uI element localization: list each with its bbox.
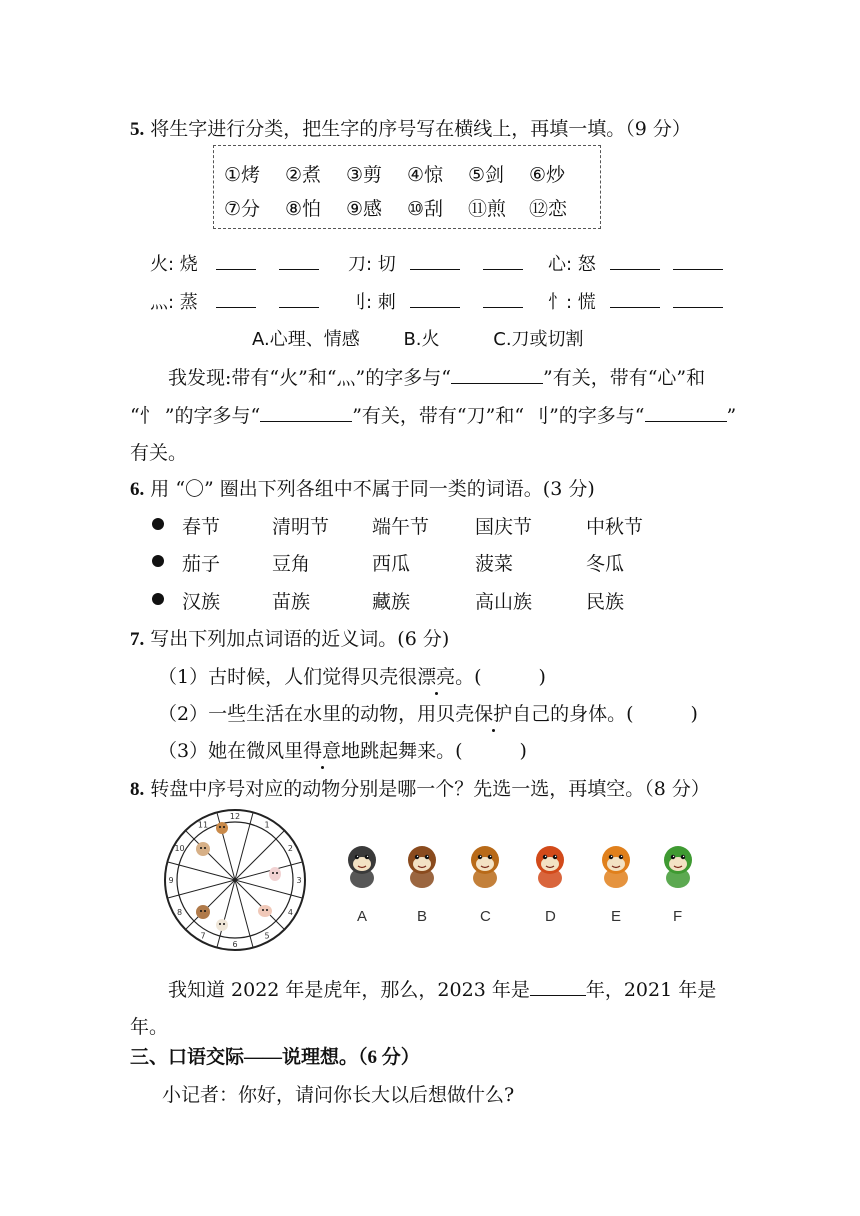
word-item[interactable]: 国庆节 — [475, 516, 533, 538]
char-item: ⑧怕 — [285, 198, 322, 220]
word-item[interactable]: 中秋节 — [586, 516, 644, 538]
q8-title: 转盘中序号对应的动物分别是哪一个？先选一选，再填空。（8 分） — [150, 778, 710, 800]
wheel-number: 7 — [200, 931, 206, 941]
word-item[interactable]: 民族 — [586, 591, 625, 613]
answer-blank[interactable] — [530, 977, 586, 996]
bullet-icon — [152, 593, 164, 605]
bullet-icon — [152, 518, 164, 530]
answer-blank[interactable] — [279, 251, 319, 270]
q8-fill-line — [168, 975, 716, 1002]
answer-blank[interactable] — [451, 365, 543, 384]
answer-blank[interactable] — [673, 251, 723, 270]
reporter-line: 小记者：你好，请问你长大以后想做什么? — [162, 1084, 515, 1106]
wheel-pig-icon — [258, 905, 272, 917]
radical-heart: 心: 怒 — [548, 254, 596, 275]
q6-heading — [130, 474, 595, 501]
radical-heart-side: 忄: 慌 — [548, 292, 596, 313]
q7-sentence-1 — [158, 662, 546, 689]
dog-icon[interactable] — [463, 842, 507, 890]
word-item[interactable]: 藏族 — [372, 591, 411, 613]
discover-line-1 — [168, 363, 705, 390]
answer-blank[interactable] — [645, 403, 727, 422]
word-item[interactable]: 清明节 — [272, 516, 330, 538]
char-row-2 — [224, 194, 590, 221]
wheel-number: 12 — [229, 812, 241, 821]
wheel-number: 10 — [174, 844, 185, 853]
radical-row-1-heart — [548, 250, 723, 276]
answer-parentheses[interactable]: 。( ) — [455, 666, 546, 688]
radical-row-2-heart — [548, 288, 723, 314]
char-item: ②煮 — [285, 164, 322, 186]
word-item[interactable]: 高山族 — [475, 591, 533, 613]
word-item[interactable]: 汉族 — [182, 591, 221, 613]
answer-blank[interactable] — [483, 251, 523, 270]
q6-title: 用 “〇” 圈出下列各组中不属于同一类的词语。(3 分) — [150, 478, 595, 500]
char-item: ⑪煎 — [468, 198, 507, 220]
answer-blank[interactable] — [673, 289, 723, 308]
option-c: C.刀或切割 — [493, 329, 584, 350]
bullet-icon — [152, 555, 164, 567]
dotted-word: 漂亮 — [417, 662, 455, 689]
animal-label: C — [480, 908, 491, 925]
answer-parentheses[interactable]: 地跳起舞来。( ) — [341, 740, 527, 762]
animal-label: D — [545, 908, 556, 925]
radical-fire: 火: 烧 — [150, 254, 198, 275]
radical-row-1-knife — [348, 250, 523, 276]
wheel-sheep-icon — [216, 919, 228, 931]
dragon-icon[interactable] — [656, 842, 700, 890]
radical-row-2-knife — [348, 288, 523, 314]
word-group-2 — [152, 549, 712, 579]
option-b: B.火 — [403, 329, 440, 350]
wheel-number: 3 — [296, 876, 302, 885]
wheel-number: 2 — [287, 844, 293, 853]
sentence-text: （3）她在微风里 — [158, 740, 304, 762]
char-item: ①烤 — [224, 164, 261, 186]
ox-icon[interactable] — [400, 842, 444, 890]
answer-parentheses[interactable]: 自己的身体。( ) — [512, 703, 698, 725]
animal-label: B — [417, 908, 428, 925]
dotted-word: 得意 — [303, 736, 341, 763]
char-item: ④惊 — [407, 164, 444, 186]
wheel-number: 4 — [287, 908, 293, 917]
answer-blank[interactable] — [260, 403, 352, 422]
char-item: ⑨感 — [346, 198, 383, 220]
answer-blank[interactable] — [610, 251, 660, 270]
discover-text: ” — [726, 405, 737, 427]
word-item[interactable]: 端午节 — [372, 516, 430, 538]
q7-sentence-2 — [158, 699, 698, 726]
answer-blank[interactable] — [483, 289, 523, 308]
wheel-rat-icon — [196, 842, 210, 856]
wheel-number: 9 — [168, 876, 174, 885]
options-row — [252, 325, 584, 351]
char-item: ③剪 — [346, 164, 383, 186]
char-item: ⑦分 — [224, 198, 261, 220]
wheel-number: 8 — [177, 908, 183, 917]
fill-text: 我知道 2022 年是虎年，那么，2023 年是 — [168, 979, 530, 1001]
q8-heading — [130, 774, 710, 801]
q5-title: 将生字进行分类，把生字的序号写在横线上，再填一填。（9 分） — [150, 118, 691, 140]
zodiac-wheel — [163, 808, 307, 952]
q7-heading — [130, 624, 449, 651]
q5-heading — [130, 114, 691, 141]
wheel-number: 1 — [264, 820, 270, 830]
wheel-number: 11 — [197, 820, 209, 830]
discover-text: “忄 ”的字多与“ — [130, 405, 261, 427]
word-item[interactable]: 苗族 — [272, 591, 311, 613]
discover-text: ”有关，带有“心”和 — [542, 367, 706, 389]
q7-title: 写出下列加点词语的近义词。(6 分) — [150, 628, 450, 650]
animal-label: E — [611, 908, 622, 925]
char-item: ⑫恋 — [529, 198, 568, 220]
option-a: A.心理、情感 — [252, 329, 360, 350]
radical-fire-dots: 灬: 蒸 — [150, 292, 198, 313]
cow-icon[interactable] — [340, 842, 384, 890]
animal-label: F — [673, 908, 683, 925]
q5-number: 5. — [130, 119, 145, 140]
tiger-icon[interactable] — [594, 842, 638, 890]
word-item[interactable]: 冬瓜 — [586, 553, 625, 575]
sentence-text: （1）古时候，人们觉得贝壳很 — [158, 666, 418, 688]
answer-blank[interactable] — [410, 289, 460, 308]
answer-blank[interactable] — [279, 289, 319, 308]
word-item[interactable]: 茄子 — [182, 553, 221, 575]
wheel-rabbit-icon — [269, 867, 281, 881]
word-item[interactable]: 豆角 — [272, 553, 311, 575]
radical-row-1 — [150, 250, 319, 276]
wheel-number: 5 — [264, 931, 270, 941]
q6-number: 6. — [130, 479, 145, 500]
word-item[interactable]: 菠菜 — [475, 553, 514, 575]
answer-blank[interactable] — [216, 289, 256, 308]
dotted-word: 保护 — [474, 699, 512, 726]
answer-blank[interactable] — [610, 289, 660, 308]
radical-knife: 刀: 切 — [348, 254, 396, 275]
answer-blank[interactable] — [216, 251, 256, 270]
q7-number: 7. — [130, 629, 145, 650]
word-item[interactable]: 春节 — [182, 516, 221, 538]
char-item: ⑩刮 — [407, 198, 444, 220]
radical-row-2 — [150, 288, 319, 314]
q8-number: 8. — [130, 779, 145, 800]
char-item: ⑤剑 — [468, 164, 505, 186]
word-group-3 — [152, 587, 712, 617]
section-3-title: 三、口语交际——说理想。（6 分） — [130, 1047, 420, 1068]
discover-line-3 — [130, 438, 187, 465]
fill-text: 年。 — [130, 1016, 169, 1038]
q8-fill-line-2 — [130, 1012, 168, 1039]
discover-line-2 — [130, 401, 736, 428]
q7-sentence-3 — [158, 736, 527, 763]
discover-text: 有关。 — [130, 442, 188, 464]
wheel-monkey-icon — [196, 905, 210, 919]
discover-text: ”有关，带有“刀”和“ 刂”的字多与“ — [352, 405, 645, 427]
char-item: ⑥炒 — [529, 164, 566, 186]
fill-text: 年，2021 年是 — [585, 979, 717, 1001]
radical-knife-side: 刂: 刺 — [348, 292, 396, 313]
character-box — [213, 145, 601, 229]
wheel-ox-icon — [216, 822, 228, 834]
word-item[interactable]: 西瓜 — [372, 553, 411, 575]
word-group-1 — [152, 512, 712, 542]
discover-text: 我发现:带有“火”和“灬”的字多与“ — [168, 367, 451, 389]
sentence-text: （2）一些生活在水里的动物，用贝壳 — [158, 703, 475, 725]
char-row-1 — [224, 160, 590, 187]
answer-blank[interactable] — [410, 251, 460, 270]
wheel-number: 6 — [232, 940, 238, 949]
rooster-icon[interactable] — [528, 842, 572, 890]
animal-label: A — [357, 908, 368, 925]
